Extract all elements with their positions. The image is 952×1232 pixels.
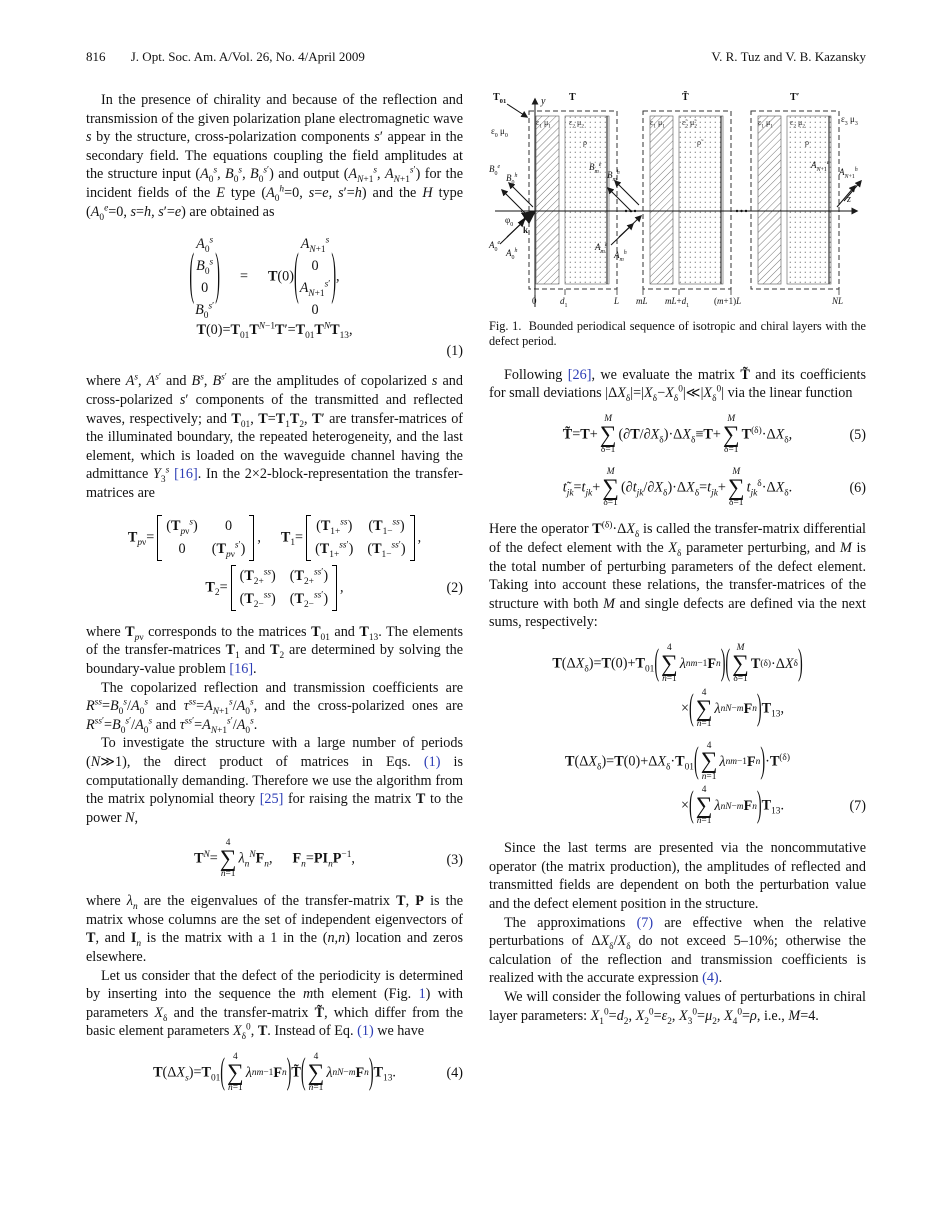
axis-tick-d1: $d_1$ <box>560 296 568 309</box>
two-column-body <box>86 91 866 1106</box>
figure-label-bme: $B_m^e$ <box>589 162 602 175</box>
axis-tick-mLd1: $mL+d_1$ <box>665 296 690 309</box>
paragraph: The approximations (7) are effective when the relative perturbations of $\Delta X_\delta/X_\delta$ do not exceed 5–10%; otherwise the calculation of the reflection and transmission coefficients is realized with the accurate expression (4). <box>489 914 866 987</box>
paragraph: where $\lambda_n$ are the eigenvalues of the transfer-matrix T, P is the matrix whose columns are the set of independent eigenvectors of T, and $I_n$ is the matrix with a 1 in the (n,n) location and zeros elsewhere. <box>86 893 464 965</box>
equation-5-number: (5) <box>849 427 866 444</box>
left-column <box>86 91 463 1106</box>
equation-2-line1: $T_{p\nu}=$ $(T_{p\nu}^s)$ 0 0 $(T_{p\nu}^{s'})$ , $T_1=$ $(T_{1+}^{ss})$ $(T_{1-}^{ss})$ $(T_{1+}^{ss'})$ $(T_{1-}^{ss'})$ , <box>86 515 463 561</box>
figure-label-b0h: $B_0^h$ <box>506 173 518 186</box>
citation-link[interactable]: (4) <box>702 970 719 987</box>
page-number: 816 <box>86 49 106 64</box>
paragraph: Here the operator $T^{(\delta)}\cdot\Delta X_\delta$ is called the transfer-matrix differential of the defect element with the $X_\delta$ parameter perturbing, and M is the total number of perturbing parameters of the defect element. Taking into account these relations, the transfer-matrices of the structure with both M and single defects are defined via the next sums, respectively: <box>489 520 867 631</box>
figure-label-box3-layer1: $\varepsilon_1$ $\mu_1$ <box>758 118 773 130</box>
figure-label-box2-rho: ρ̃ <box>697 138 701 148</box>
equation-1-body: ( $A_0^s$ $B_0^s$ 0 $B_0^{s'}$ ) = T(0) ( $A_{N+1}^s$ 0 $A_{N+1}^{s'}$ 0 ) $,T(0)=T_{01}T^{N-1}T'=T_{01}T^NT_{13}$, <box>189 235 353 341</box>
citation-link[interactable]: [26] <box>567 366 592 383</box>
figure-label-an1h: $A_{N+1}^h$ <box>839 167 858 180</box>
figure-label-box3-rho: ρ <box>805 138 809 148</box>
figure-label-phi0: $\varphi_0$ <box>505 215 514 228</box>
paragraph: To investigate the structure with a large number of periods (N≫1), the direct product of matrices in Eqs. (1) is computationally demanding. Therefore we use the algorithm from the matrix polynomial theory [25] for raising the matrix T to the power N, <box>86 735 463 826</box>
paragraph: The copolarized reflection and transmission coefficients are $R^{ss}=B_0^s/A_0^s$ and $\tau^{ss}=A_{N+1}^s/A_0^s$, and the cross-polarized ones are $R^{ss'}=B_0^{s'}/A_0^s$ and $\tau^{ss'}=A_{N+1}^{s'}/A_0^s$. <box>86 679 463 736</box>
figure-label-box1-rho: ρ <box>583 138 587 148</box>
equation-2-line2: $T_2=$ $(T_{2+}^{ss})$ $(T_{2+}^{ss'})$ $(T_{2-}^{ss})$ $(T_{2-}^{ss'})$ , (2) <box>86 565 463 611</box>
paragraph: where $T_{p\nu}$ corresponds to the matrices $T_{01}$ and $T_{13}$. The elements of the transfer-matrices $T_1$ and $T_2$ are determined by solving the boundary-value problem [16]. <box>86 623 463 678</box>
axis-tick-L: L <box>614 296 620 307</box>
citation-link[interactable]: [16] <box>229 661 254 678</box>
page-header <box>86 48 866 65</box>
equation-1 <box>86 233 463 340</box>
equation-7-line1: $T(\Delta X_\delta)=T(0)+T_{01}$ ( 4 ∑ n=1 λ n m−1 F n ) ( M ∑ δ=1 T (δ) ·Δ X δ ) <box>552 642 803 685</box>
z-axis-label: z <box>847 194 851 206</box>
paragraph: where $A^s$, $A^{s'}$ and $B^s$, $B^{s'}$ are the amplitudes of copolarized s and cross-polarized s′ components of the transmitted and reflected waves, respectively; and $T_{01}$, $T=T_1T_2$, T′ are transfer-matrices of the illuminated boundary, the repeated heterogeneity, and the last element, which is loaded on the waveguide channel having the admittance $Y_3^s$ [16]. In the 2×2-block-representation the transfer-matrices are <box>86 372 464 501</box>
figure-1-caption: Fig. 1. Bounded periodical sequence of isotropic and chiral layers with the defect period. <box>489 319 866 349</box>
equation-1-number: (1) <box>446 342 463 359</box>
axis-tick-mL: mL <box>636 296 648 307</box>
figure-label-t-prime: T′ <box>790 92 800 104</box>
figure-label-box3-layer2: $\varepsilon_2$ $\mu_2$ <box>790 118 805 130</box>
axis-tick-m1L: (m+1)L <box>714 296 742 307</box>
journal-title: J. Opt. Soc. Am. A/Vol. 26, No. 4/April 2009 <box>130 49 365 64</box>
figure-label-a0h: $A_0^h$ <box>506 248 518 261</box>
paragraph: We will consider the following values of perturbations in chiral layer parameters: $X_1^0=d_2$, $X_2^0=\varepsilon_2$, $X_3^0=\mu_2$, $X_4^0=\rho$, i.e., M=4. <box>489 988 866 1027</box>
bottom-ticks <box>535 289 839 295</box>
citation-link[interactable]: (1) <box>423 754 441 771</box>
figure-label-a0e: $A_0^e$ <box>489 240 501 253</box>
equation-7-line3: $T(\Delta X_\delta)=T(0)+\Delta X_\delta\cdot T_{01}$ ( 4 ∑ n=1 λ n m−1 F n ) $\cdot T^{(\delta)}$ <box>565 740 790 783</box>
header-left <box>86 48 365 65</box>
k-vector-arrow <box>519 212 534 223</box>
equation-2-number: (2) <box>446 579 463 596</box>
y-axis-label: y <box>541 96 546 108</box>
figure-label-an1e: $A_{N+1}^e$ <box>811 160 830 173</box>
figure-1 <box>489 91 866 350</box>
paragraph: Let us consider that the defect of the periodicity is determined by inserting into the sequence the mth element (Fig. 1) with parameters $X_\delta$ and the transfer-matrix T̃, which differ from the basic element parameters $X_\delta^0$, T. Instead of Eq. (1) we have <box>86 967 464 1043</box>
equation-3: $T^N=$ 4 ∑ n=1 $\lambda_n^NF_n$, $F_n=PI_nP^{-1}$, (3) <box>194 838 463 880</box>
equation-7-number: (7) <box>849 798 866 815</box>
equation-6: $t_{jk}=t_{jk}+$ M ∑ δ=1 $(\partial t_{jk}/\partial X_\delta)\cdot\Delta X_\delta=t_{jk}+$ M ∑ δ=1 $t_{jk}^\delta\cdot\Delta X_\delta$. (6) <box>562 466 866 508</box>
figure-label-box2-layer2: $\varepsiloñ_2$ $\mũ_2$ <box>682 118 697 130</box>
figure-label-ame: $A_m^e$ <box>595 242 608 255</box>
figure-label-t-tilde: T̃ <box>682 92 689 104</box>
paragraph: Since the last terms are presented via the noncommutative operator (the matrix production), the amplitudes of reflected and transmitted fields are dependent on both the perturbation value and the defect element position in the structure. <box>489 840 866 912</box>
figure-label-eps0mu0: $\varepsilon_0$ $\mu_0$ <box>491 126 508 139</box>
citation-link[interactable]: [25] <box>259 791 284 808</box>
citation-link[interactable]: (7) <box>636 914 654 931</box>
citation-link[interactable]: 1 <box>418 986 426 1003</box>
figure-label-box2-layer1: $\varepsilon_1$ $\mu_1$ <box>650 118 665 130</box>
figure-label-t01: $T_{01}$ <box>493 92 507 106</box>
equation-7-line4: × ( 4 ∑ n=1 λ n N−m F n ) $T_{13}$. (7) <box>680 785 866 827</box>
equation-7-line2: × ( 4 ∑ n=1 λ n N−m F n ) $T_{13}$, <box>680 687 785 730</box>
figure-label-box1-layer2: $\varepsilon_2$ $\mu_2$ <box>569 118 584 130</box>
equation-3-number: (3) <box>446 851 463 868</box>
axis-tick-NL: NL <box>832 296 844 307</box>
citation-link[interactable]: [16] <box>174 466 198 483</box>
figure-1-diagram <box>489 91 866 313</box>
citation-link[interactable]: (1) <box>357 1023 374 1040</box>
equation-4-number: (4) <box>446 1065 463 1082</box>
paragraph: Following [26], we evaluate the matrix T̃ and its coefficients for small deviations $|\Delta X_\delta|=|X_\delta-X_\delta^0|≪|X_\delta^0|$ via the linear function <box>489 366 867 405</box>
figure-label-eps3mu3: $\varepsilon_3$ $\mu_3$ <box>841 114 858 127</box>
t01-pointer-arrow <box>507 104 527 117</box>
figure-label-amh: $A_m^h$ <box>614 250 627 263</box>
figure-label-box1-layer1: $\varepsilon_1$ $\mu_1$ <box>536 118 551 130</box>
figure-label-t: T <box>569 92 576 104</box>
equation-5: T̃=T+ M ∑ δ=1 $(\partial T/\partial X_\delta)\cdot\Delta X_\delta\equiv T+$ M ∑ δ=1 $T^{(\delta)}\cdot\Delta X_\delta$, (5) <box>562 413 866 455</box>
paragraph: In the presence of chirality and because of the reflection and transmission of the given polarization plane electromagnetic wave s by the structure, cross-polarization components s′ appear in the secondary field. The equations coupling the field amplitudes at the structure input ($A_0^s$, $B_0^s$, $B_0^{s'}$) and output ($A_{N+1}^s$, $A_{N+1}^{s'}$) for the incident fields of the E type ($A_0^h=0$, s=e, s′=h) and the H type ($A_0^e=0$, s=h, s′=e) are obtained as <box>86 92 464 223</box>
figure-label-k: k <box>523 225 529 236</box>
figure-label-bmh: $B_m^h$ <box>607 170 620 183</box>
equation-6-number: (6) <box>849 479 866 496</box>
equation-4: $T(\Delta X_s)=T_{01}$ ( 4 ∑ n=1 λ n m−1 F n ) T̃ ( 4 ∑ n=1 λ n N−m F n ) $T_{13}$. (4) <box>153 1051 463 1094</box>
axis-tick-0: 0 <box>532 296 537 307</box>
right-column <box>489 91 866 1106</box>
figure-label-b0e: $B_0^e$ <box>489 164 501 177</box>
authors: V. R. Tuz and V. B. Kazansky <box>711 49 866 64</box>
